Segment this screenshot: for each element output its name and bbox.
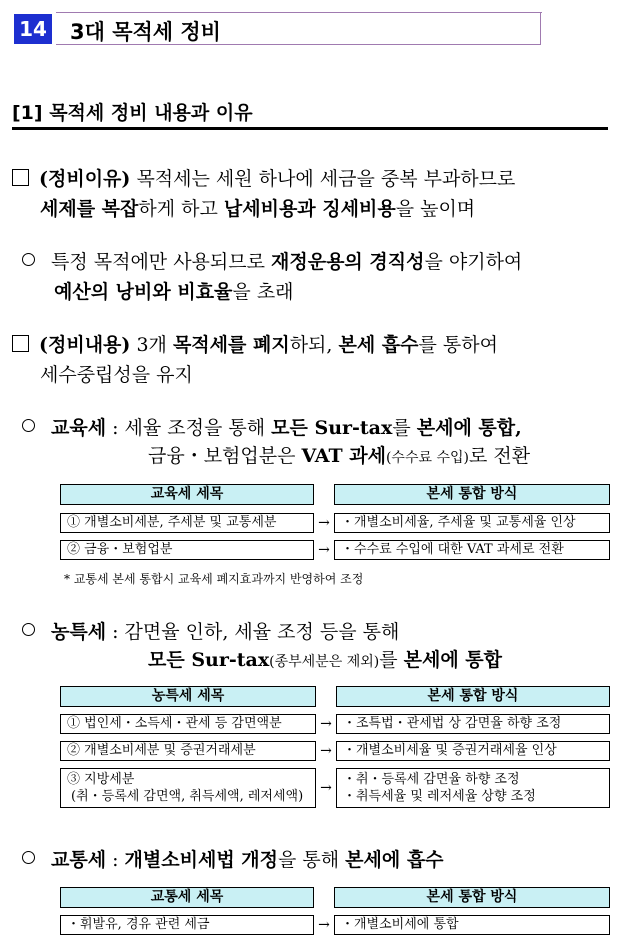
traffic-row-left: ・휘발유, 경유 관련 세금: [60, 915, 314, 935]
reason-tag: (정비이유): [39, 168, 131, 190]
agri-row2-left: ② 개별소비세분 및 증권거래세분: [60, 741, 316, 761]
arrow-right-icon: →: [320, 780, 332, 796]
arrow-right-icon: →: [318, 917, 330, 933]
colon: :: [106, 849, 125, 871]
education-row2-right: ・수수료 수입에 대한 VAT 과세로 전환: [334, 540, 610, 560]
agri-row1-right: ・조특법・관세법 상 감면율 하향 조정: [336, 714, 610, 734]
reason-paragraph: [12, 163, 515, 195]
rigidity-paragraph-line2: [54, 276, 294, 308]
traffic-tax-line: [22, 844, 444, 876]
education-table-header-right: 본세 통합 방식: [334, 484, 610, 505]
agri-text-2: 를: [379, 649, 404, 671]
agri-row2-right: ・개별소비세율 및 증권거래세율 인상: [336, 741, 610, 761]
education-text-4: 로 전환: [468, 445, 531, 467]
agri-row3-right-line2: ・취득세율 및 레저세율 상향 조정: [343, 789, 536, 804]
education-small: (수수료 수입): [385, 450, 469, 466]
reason-paragraph-line2: [40, 193, 475, 225]
education-tax-name: 교육세: [51, 417, 107, 439]
reason-bold-2: 납세비용과 징세비용: [223, 198, 396, 220]
education-row1-right: ・개별소비세율, 주세율 및 교통세율 인상: [334, 513, 610, 533]
subsection-rule: [12, 127, 608, 130]
agri-row3-right: [336, 768, 610, 808]
education-text-2: 를: [392, 417, 417, 439]
reason-line1: 목적세는 세원 하나에 세금을 중복 부과하므로: [130, 168, 516, 190]
content-text-1: 3개: [130, 334, 173, 356]
agri-row3-left: [60, 768, 316, 808]
traffic-row-right: ・개별소비세에 통합: [334, 915, 610, 935]
content-tag: (정비내용): [39, 334, 131, 356]
agri-table-header-left: 농특세 세목: [60, 686, 316, 707]
agri-row3-left-line2: (취・등록세 감면액, 취득세액, 레저세액): [71, 789, 304, 804]
colon: :: [106, 417, 125, 439]
traffic-text-1: 을 통해: [278, 849, 346, 871]
education-tax-line2: [148, 440, 530, 474]
rigidity-bold-1: 재정운용의 경직성: [271, 251, 425, 273]
traffic-bold-1: 개별소비세법 개정: [124, 849, 278, 871]
content-paragraph: [12, 329, 498, 361]
content-bold-1: 목적세를 폐지: [172, 334, 290, 356]
agri-table-header-right: 본세 통합 방식: [336, 686, 610, 707]
content-text-3: 를 통하여: [418, 334, 498, 356]
agri-row1-left: ① 법인세・소득세・관세 등 감면액분: [60, 714, 316, 734]
arrow-right-icon: →: [320, 716, 332, 732]
colon: :: [106, 621, 125, 643]
rigidity-text-2: 을 야기하여: [424, 251, 523, 273]
education-text-3: 금융・보험업분은: [148, 445, 302, 467]
agri-row3-left-line1: ③ 지방세분: [67, 772, 135, 787]
education-row2-left: ② 금융・보험업분: [60, 540, 314, 560]
arrow-right-icon: →: [320, 743, 332, 759]
education-bold-2: 본세에 통합,: [416, 417, 522, 439]
circle-bullet-icon: [22, 253, 35, 266]
education-row1-left: ① 개별소비세분, 주세분 및 교통세분: [60, 513, 314, 533]
arrow-right-icon: →: [318, 515, 330, 531]
traffic-bold-2: 본세에 흡수: [345, 849, 444, 871]
traffic-table-header-right: 본세 통합 방식: [334, 887, 610, 908]
education-bold-1: 모든 Sur-tax: [271, 417, 393, 439]
reason-bold-1: 세제를 복잡: [40, 198, 139, 220]
square-bullet-icon: [12, 169, 29, 186]
education-footnote: * 교통세 본세 통합시 교육세 폐지효과까지 반영하여 조정: [64, 572, 364, 586]
circle-bullet-icon: [22, 851, 35, 864]
reason-text-1: 하게 하고: [138, 198, 224, 220]
education-table-header-left: 교육세 세목: [60, 484, 314, 505]
content-bold-2: 본세 흡수: [338, 334, 419, 356]
rigidity-text-3: 을 초래: [232, 281, 294, 303]
traffic-table-header-left: 교통세 세목: [60, 887, 314, 908]
agri-tax-line2: [148, 644, 502, 678]
circle-bullet-icon: [22, 623, 35, 636]
education-text-1: 세율 조정을 통해: [124, 417, 272, 439]
rigidity-paragraph: [22, 246, 522, 278]
traffic-tax-name: 교통세: [51, 849, 107, 871]
reason-text-2: 을 높이며: [395, 198, 476, 220]
rigidity-text-1: 특정 목적에만 사용되므로: [51, 251, 272, 273]
arrow-right-icon: →: [318, 542, 330, 558]
agri-bold-2: 본세에 통합: [403, 649, 503, 671]
subsection-title: [1] 목적세 정비 내용과 이유: [12, 102, 253, 124]
agri-bold-1: 모든 Sur-tax: [148, 649, 270, 671]
circle-bullet-icon: [22, 419, 35, 432]
rigidity-bold-2: 예산의 낭비와 비효율: [54, 281, 233, 303]
education-bold-3: VAT 과세: [301, 445, 386, 467]
content-paragraph-line2: 세수중립성을 유지: [40, 364, 193, 386]
content-text-2: 하되,: [289, 334, 339, 356]
section-number: 14: [14, 14, 52, 44]
agri-small: (종부세분은 제외): [269, 654, 380, 670]
agri-text-1: 감면율 인하, 세율 조정 등을 통해: [124, 621, 400, 643]
agri-row3-right-line1: ・취・등록세 감면율 하향 조정: [343, 772, 520, 787]
section-title: 3대 목적세 정비: [70, 20, 221, 44]
square-bullet-icon: [12, 335, 29, 352]
agri-tax-name: 농특세: [51, 621, 107, 643]
